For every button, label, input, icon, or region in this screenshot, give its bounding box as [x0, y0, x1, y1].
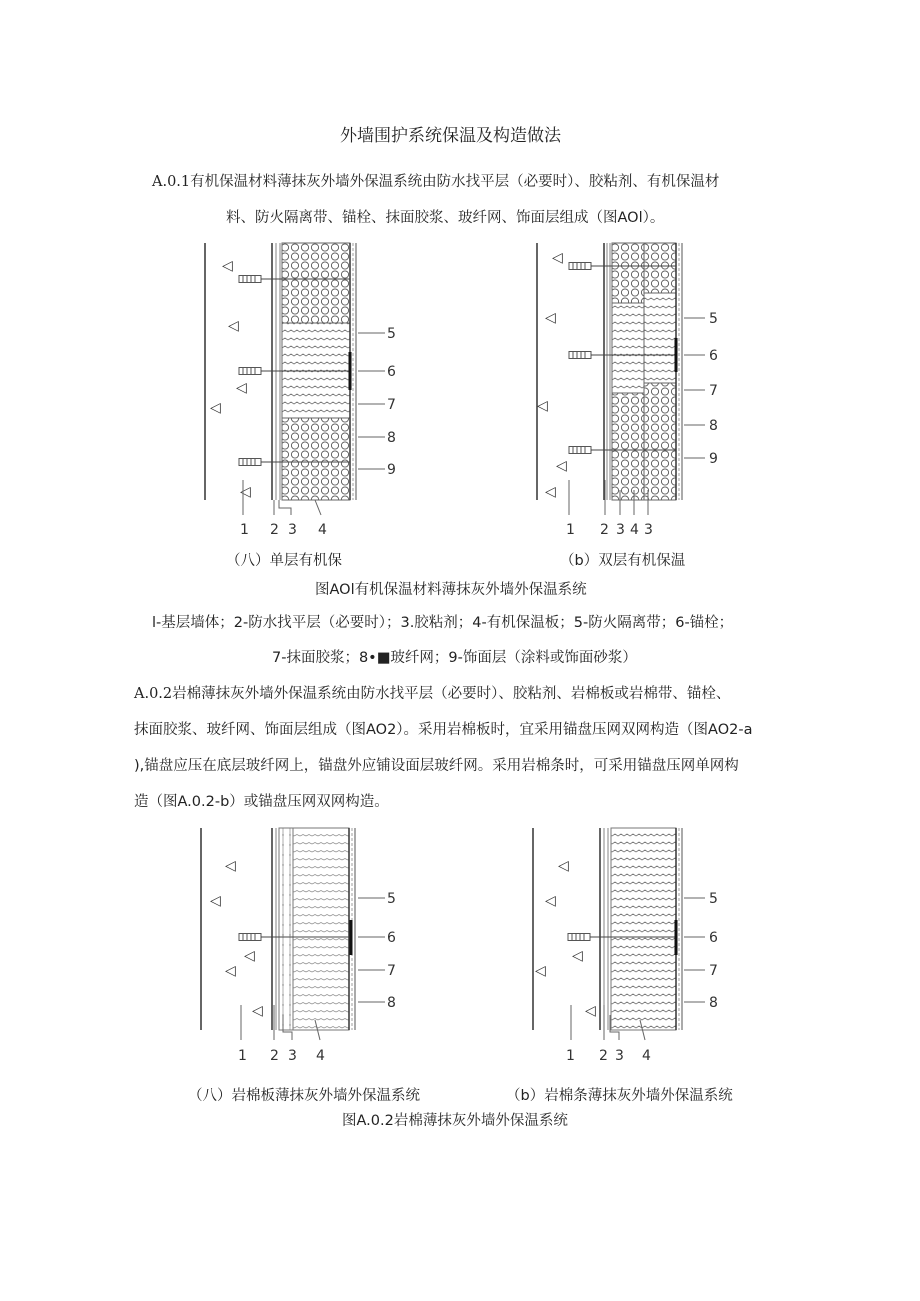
svg-text:◁: ◁ — [225, 963, 236, 979]
figure1-right-diagram — [537, 243, 705, 515]
figure1-legend-line1: l-基层墙体；2-防水找平层（必要时）；3.胶粘剂；4-有机保温板；5-防火隔离带；6-锚栓； — [152, 615, 734, 631]
label-3b: 3 — [644, 522, 653, 538]
label-3: 3 — [288, 522, 297, 538]
label-6: 6 — [709, 348, 718, 364]
svg-text:◁: ◁ — [210, 893, 221, 909]
figure1-left-caption: （八）单层有机保 — [226, 553, 342, 569]
figure1-legend-line2: 7-抹面胶浆；8•■玻纤网；9-饰面层（涂料或饰面砂浆） — [272, 650, 637, 666]
label-1: 1 — [238, 1048, 247, 1064]
svg-text:◁: ◁ — [225, 858, 236, 874]
svg-text:◁: ◁ — [228, 318, 239, 334]
figure2-left-caption: （八）岩棉板薄抹灰外墙外保温系统 — [188, 1088, 420, 1104]
para2-line3: ),锚盘应压在底层玻纤网上，锚盘外应铺设面层玻纤网。采用岩棉条时，可采用锚盘压网单网构 — [134, 758, 739, 774]
label-5: 5 — [709, 891, 718, 907]
figure1-right-caption: （b）双层有机保温 — [560, 553, 686, 569]
svg-text:◁: ◁ — [552, 250, 563, 266]
svg-text:◁: ◁ — [585, 1003, 596, 1019]
figure1-title: 图AOl有机保温材料薄抹灰外墙外保温系统 — [315, 582, 587, 598]
label-2: 2 — [599, 1048, 608, 1064]
svg-text:◁: ◁ — [537, 398, 548, 414]
svg-text:◁: ◁ — [545, 310, 556, 326]
label-7: 7 — [387, 397, 396, 413]
svg-text:◁: ◁ — [558, 858, 569, 874]
svg-text:◁: ◁ — [545, 893, 556, 909]
para2-line4: 造（图A.0.2-b）或锚盘压网双网构造。 — [134, 794, 389, 810]
svg-text:◁: ◁ — [236, 380, 247, 396]
label-6: 6 — [387, 930, 396, 946]
label-3: 3 — [288, 1048, 297, 1064]
label-4: 4 — [630, 522, 639, 538]
label-8: 8 — [709, 995, 718, 1011]
label-2: 2 — [270, 1048, 279, 1064]
label-2: 2 — [270, 522, 279, 538]
svg-text:◁: ◁ — [240, 484, 251, 500]
label-3: 3 — [616, 522, 625, 538]
figure2-left-diagram — [201, 828, 385, 1040]
figure2-title: 图A.0.2岩棉薄抹灰外墙外保温系统 — [342, 1113, 568, 1129]
label-4: 4 — [316, 1048, 325, 1064]
para2-line1: A.0.2岩棉薄抹灰外墙外保温系统由防水找平层（必要时）、胶粘剂、岩棉板或岩棉带、锚栓、 — [134, 686, 731, 702]
label-3: 3 — [615, 1048, 624, 1064]
label-7: 7 — [709, 963, 718, 979]
label-6: 6 — [709, 930, 718, 946]
para1-line2: 料、防火隔离带、锚栓、抹面胶浆、玻纤网、饰面层组成（图AOl）。 — [226, 210, 665, 226]
label-9: 9 — [709, 451, 718, 467]
label-5: 5 — [709, 311, 718, 327]
label-5: 5 — [387, 326, 396, 342]
page-title: 外墙围护系统保温及构造做法 — [340, 126, 561, 146]
label-2: 2 — [600, 522, 609, 538]
label-4: 4 — [318, 522, 327, 538]
svg-text:◁: ◁ — [572, 948, 583, 964]
label-4: 4 — [642, 1048, 651, 1064]
label-7: 7 — [709, 383, 718, 399]
label-8: 8 — [387, 430, 396, 446]
svg-text:◁: ◁ — [210, 400, 221, 416]
label-8: 8 — [387, 995, 396, 1011]
label-1: 1 — [240, 522, 249, 538]
figure1-left-diagram — [205, 243, 385, 515]
svg-text:◁: ◁ — [535, 963, 546, 979]
svg-text:◁: ◁ — [252, 1003, 263, 1019]
para1-line1: A.0.1有机保温材料薄抹灰外墙外保温系统由防水找平层（必要时）、胶粘剂、有机保温材 — [152, 174, 720, 190]
svg-text:◁: ◁ — [556, 458, 567, 474]
figure2-right-diagram — [533, 828, 705, 1040]
svg-text:◁: ◁ — [244, 948, 255, 964]
label-7: 7 — [387, 963, 396, 979]
figure2-right-caption: （b）岩棉条薄抹灰外墙外保温系统 — [506, 1088, 733, 1104]
label-8: 8 — [709, 418, 718, 434]
para2-line2: 抹面胶浆、玻纤网、饰面层组成（图AO2）。采用岩棉板时，宜采用锚盘压网双网构造（图AO2-a — [134, 722, 753, 738]
label-1: 1 — [566, 1048, 575, 1064]
label-5: 5 — [387, 891, 396, 907]
svg-text:◁: ◁ — [545, 484, 556, 500]
label-1: 1 — [566, 522, 575, 538]
label-9: 9 — [387, 462, 396, 478]
label-6: 6 — [387, 364, 396, 380]
svg-text:◁: ◁ — [222, 258, 233, 274]
